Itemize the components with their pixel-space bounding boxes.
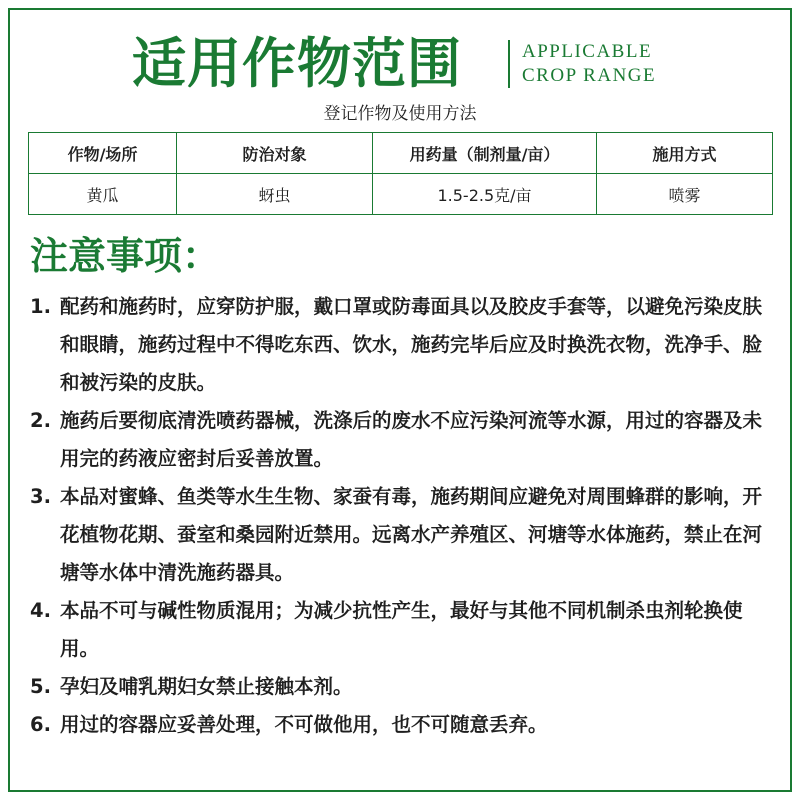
crop-table: [28, 132, 773, 215]
note-number: 6.: [30, 713, 51, 736]
title-english-line2: CROP RANGE: [522, 65, 657, 86]
cell-method: 喷雾: [597, 174, 773, 215]
list-item: [30, 288, 780, 402]
note-number: 1.: [30, 295, 51, 318]
note-text: 本品对蜜蜂、鱼类等水生生物、家蚕有毒，施药期间应避免对周围蜂群的影响，开花植物花期、蚕室和桑园附近禁用。远离水产养殖区、河塘等水体施药，禁止在河塘等水体中清洗施药器具。: [60, 485, 763, 584]
note-text: 配药和施药时，应穿防护服，戴口罩或防毒面具以及胶皮手套等，以避免污染皮肤和眼睛，施药过程中不得吃东西、饮水，施药完毕后应及时换洗衣物，洗净手、脸和被污染的皮肤。: [60, 295, 763, 394]
note-number: 3.: [30, 485, 51, 508]
note-text: 用过的容器应妥善处理，不可做他用，也不可随意丢弃。: [60, 713, 548, 736]
column-header-dosage: 用药量（制剂量/亩）: [373, 133, 597, 174]
note-number: 2.: [30, 409, 51, 432]
note-text: 孕妇及哺乳期妇女禁止接触本剂。: [60, 675, 353, 698]
title-english-line1: APPLICABLE: [522, 41, 653, 62]
column-header-method: 施用方式: [597, 133, 773, 174]
cell-target: 蚜虫: [177, 174, 373, 215]
note-number: 4.: [30, 599, 51, 622]
page-subtitle: 登记作物及使用方法: [323, 104, 477, 124]
notes-heading: 注意事项：: [30, 233, 221, 278]
note-text: 本品不可与碱性物质混用；为减少抗性产生，最好与其他不同机制杀虫剂轮换使用。: [60, 599, 743, 660]
note-number: 5.: [30, 675, 51, 698]
header: [0, 28, 800, 98]
table-row: [29, 174, 773, 215]
list-item: [30, 592, 780, 668]
title-divider: [508, 40, 510, 88]
column-header-target: 防治对象: [177, 133, 373, 174]
title-english: [522, 40, 682, 88]
list-item: [30, 478, 780, 592]
notes-list: [30, 288, 780, 744]
column-header-crop: 作物/场所: [29, 133, 177, 174]
list-item: [30, 668, 780, 706]
cell-dosage: 1.5-2.5克/亩: [373, 174, 597, 215]
table-header-row: [29, 133, 773, 174]
list-item: [30, 402, 780, 478]
cell-crop: 黄瓜: [29, 174, 177, 215]
page-title: 适用作物范围: [132, 31, 462, 95]
list-item: [30, 706, 780, 744]
note-text: 施药后要彻底清洗喷药器械，洗涤后的废水不应污染河流等水源，用过的容器及未用完的药液应密封后妥善放置。: [60, 409, 763, 470]
